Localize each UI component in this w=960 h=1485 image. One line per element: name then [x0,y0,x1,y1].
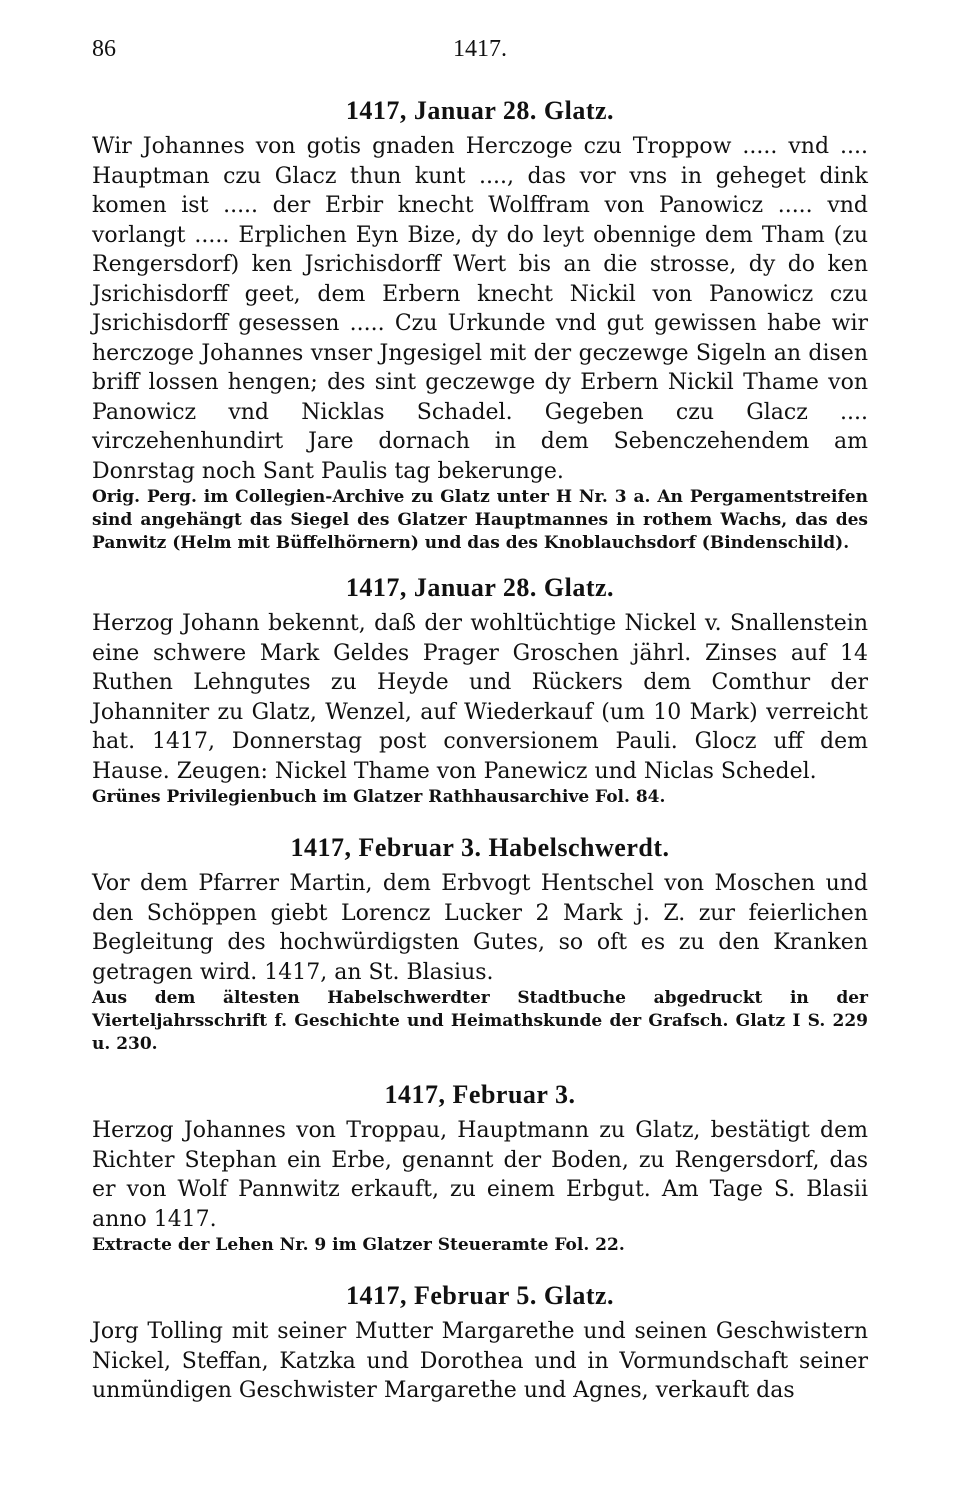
entry-text: Vor dem Pfarrer Martin, dem Erbvogt Hentschel von Moschen und den Schöppen giebt Lorencz Lucker 2 Mark j. Z. zur feierlichen Begleitung des hochwürdigsten Gutes, so oft es zu den Kranken getragen wird. 1417, an St. Blasius. [92,871,868,985]
entry-text: Wir Johannes von gotis gnaden Herczoge czu Troppow ..... vnd .... Hauptman czu Glacz thun kunt ...., das vor vns in geheget dink komen ist ..... der Erbir knecht Wolffram von Panowicz ..... vnd vorlangt ..... Erplichen Eyn Bize, dy do leyt obennige dem Tham (zu Rengersdorf) ken Jsrichisdorff Wert bis an die strosse, dy do ken Jsrichisdorff geet, dem Erbern knecht Nickil von Panowicz czu Jsrichisdorff gesessen ..... Czu Urkunde vnd gut gewissen habe wir herczoge Johannes vnser Jngesigel mit der geczewge Sigeln an disen briff lossen hengen; des sint geczewge dy Erbern Nickil Thame von Panowicz vnd Nicklas Schadel. Gegeben czu Glacz .... virczehenhundirt Jare dornach in dem Sebenczehendem am Donrstag noch Sant Paulis tag bekerunge. [92,134,868,484]
page-body [92,94,868,1406]
entry-heading: 1417, Januar 28. Glatz. [345,573,615,602]
page-header [92,36,868,70]
entry-source: Aus dem ältesten Habelschwerdter Stadtbuche abgedruckt in der Vierteljahrsschrift f. Geschichte und Heimathskunde der Grafsch. Glatz I S. 229 u. 230. [92,988,868,1054]
entry-source: Extracte der Lehen Nr. 9 im Glatzer Steueramte Fol. 22. [92,1235,625,1255]
entry-text: Herzog Johann bekennt, daß der wohltüchtige Nickel v. Snallenstein eine schwere Mark Geldes Prager Groschen jährl. Zinses auf 14 Ruthen Lehngutes zu Heyde und Rückers dem Comthur der Johanniter zu Glatz, Wenzel, auf Wiederkauf (um 10 Mark) verreicht hat. 1417, Donnerstag post conversionem Pauli. Glocz uff dem Hause. Zeugen: Nickel Thame von Panewicz und Niclas Schedel. [92,611,868,784]
entry-heading: 1417, Februar 3. [384,1080,576,1109]
entry-source: Orig. Perg. im Collegien-Archive zu Glatz unter H Nr. 3 a. An Pergamentstreifen sind angehängt das Siegel des Glatzer Hauptmannes in rothem Wachs, das des Panwitz (Helm mit Büffelhörnern) und das des Knoblauchsdorf (Bindenschild). [92,487,868,553]
entry-text: Jorg Tolling mit seiner Mutter Margarethe und seinen Geschwistern Nickel, Steffan, Katzka und Dorothea und in Vormundschaft seiner unmündigen Geschwister Margarethe und Agnes, verkauft das [92,1319,868,1403]
page-number: 86 [92,36,116,62]
entry-heading: 1417, Februar 5. Glatz. [345,1281,615,1310]
running-head: 1417. [453,36,507,62]
entry-text: Herzog Johannes von Troppau, Hauptmann zu Glatz, bestätigt dem Richter Stephan ein Erbe, genannt der Boden, zu Rengersdorf, das er von Wolf Pannwitz erkauft, zu einem Erbgut. Am Tage S. Blasii anno 1417. [92,1118,868,1232]
entry-heading: 1417, Februar 3. Habelschwerdt. [290,833,670,862]
entry-source: Grünes Privilegienbuch im Glatzer Rathhausarchive Fol. 84. [92,787,666,807]
entry-heading: 1417, Januar 28. Glatz. [345,96,615,125]
